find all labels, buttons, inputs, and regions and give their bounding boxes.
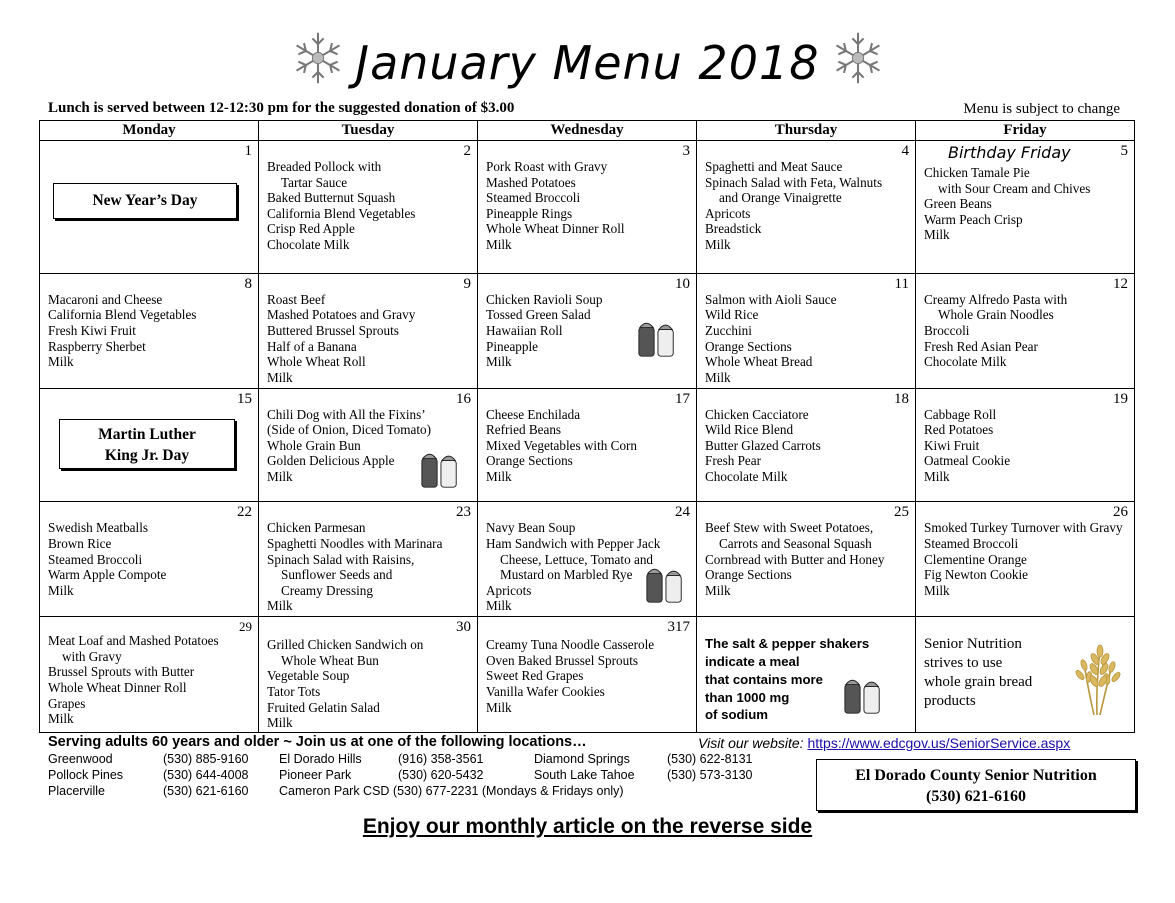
salt-pepper-shaker-icon: [644, 564, 686, 606]
menu-item: Roast Beef: [267, 291, 326, 307]
day-cell: [259, 273, 478, 388]
menu-item: Golden Delicious Apple: [267, 453, 395, 469]
day-number: 1: [244, 143, 252, 159]
day-cell: [697, 273, 916, 388]
week-row: [40, 617, 1135, 733]
weekday-wednesday: Wednesday: [478, 121, 697, 141]
menu-items: [924, 520, 1128, 598]
day-cell: [259, 617, 478, 733]
menu-item: Pineapple: [486, 338, 539, 354]
menu-item: Cheese, Lettuce, Tomato and: [500, 551, 654, 567]
serving-statement: Serving adults 60 years and older ~ Join us at one of the following locations…: [48, 734, 587, 750]
menu-item: Brussel Sprouts with Butter: [48, 664, 195, 680]
menu-item: Buttered Brussel Sprouts: [267, 323, 399, 339]
day-cell: [916, 273, 1135, 388]
county-nutrition-box: [816, 759, 1136, 811]
menu-item: Macaroni and Cheese: [48, 291, 163, 307]
menu-items: [267, 520, 471, 614]
menu-item: Milk: [486, 236, 512, 252]
sodium-note-line: of sodium: [705, 707, 769, 723]
reverse-side-note: [0, 815, 1175, 839]
menu-item: Chicken Cacciatore: [705, 406, 809, 422]
menu-items: [486, 159, 690, 253]
day-number: 12: [1113, 275, 1128, 292]
menu-item: Vegetable Soup: [267, 668, 350, 684]
birthday-friday-label: Birthday Friday: [948, 143, 1071, 162]
menu-item: Creamy Dressing: [281, 582, 373, 598]
menu-item: Steamed Broccoli: [924, 536, 1019, 552]
week-row: [40, 502, 1135, 617]
menu-item: Crisp Red Apple: [267, 221, 355, 237]
menu-item: Orange Sections: [705, 567, 792, 583]
menu-item: Breadstick: [705, 221, 762, 237]
menu-item: Chicken Tamale Pie: [924, 165, 1030, 180]
menu-item: Fruited Gelatin Salad: [267, 699, 380, 715]
menu-item: Brown Rice: [48, 536, 112, 552]
day-number: 30: [456, 619, 471, 636]
location-phone: (530) 620-5432: [398, 768, 484, 782]
menu-item: Cheese Enchilada: [486, 406, 581, 422]
menu-item: Tossed Green Salad: [486, 307, 591, 323]
day-number: 5: [1120, 143, 1128, 159]
location-phone: (916) 358-3561: [398, 752, 484, 766]
menu-item: Cabbage Roll: [924, 406, 997, 422]
location-name: Diamond Springs: [534, 752, 630, 766]
location-phone: (530) 644-4008: [163, 768, 249, 782]
menu-item: Refried Beans: [486, 422, 562, 438]
menu-items: [705, 407, 909, 485]
weekday-header-row: [40, 121, 1135, 141]
menu-item: with Gravy: [62, 648, 122, 664]
day-number: 25: [894, 504, 909, 521]
menu-item: California Blend Vegetables: [267, 205, 416, 221]
subject-to-change-note: Menu is subject to change: [963, 101, 1120, 117]
weekday-thursday: Thursday: [697, 121, 916, 141]
menu-item: Milk: [486, 598, 512, 614]
menu-item: Chocolate Milk: [924, 354, 1007, 370]
menu-item: Apricots: [705, 205, 751, 221]
menu-item: Raspberry Sherbet: [48, 338, 146, 354]
menu-items: [267, 292, 471, 386]
location-name: Placerville: [48, 784, 105, 798]
day-cell: [40, 273, 259, 388]
salt-note-cell: [697, 617, 916, 733]
menu-item: Milk: [705, 582, 731, 598]
menu-item: Whole Wheat Bread: [705, 354, 813, 370]
menu-items: [267, 159, 471, 253]
menu-item: Tator Tots: [267, 683, 321, 699]
weekday-monday: Monday: [40, 121, 259, 141]
menu-item: Fig Newton Cookie: [924, 567, 1029, 583]
location-name: Greenwood: [48, 752, 113, 766]
menu-item: Sunflower Seeds and: [281, 567, 393, 583]
menu-item: Red Potatoes: [924, 422, 994, 438]
menu-item: Kiwi Fruit: [924, 437, 980, 453]
menu-item: with Sour Cream and Chives: [938, 180, 1091, 196]
menu-item: Green Beans: [924, 196, 992, 212]
menu-item: Mashed Potatoes and Gravy: [267, 307, 416, 323]
menu-item: Fresh Pear: [705, 453, 762, 469]
weekday-tuesday: Tuesday: [259, 121, 478, 141]
location-phone: (530) 885-9160: [163, 752, 249, 766]
menu-item: Warm Peach Crisp: [924, 211, 1023, 227]
menu-item: Pineapple Rings: [486, 205, 573, 221]
menu-item: Spinach Salad with Feta, Walnuts: [705, 174, 883, 190]
menu-calendar: [39, 120, 1135, 733]
sodium-note-line: The salt & pepper shakers: [705, 636, 870, 652]
menu-item: Oven Baked Brussel Sprouts: [486, 652, 639, 668]
menu-item: Spaghetti and Meat Sauce: [705, 159, 843, 174]
location-cameron-park: Cameron Park CSD (530) 677-2231 (Mondays & Fridays only): [279, 784, 624, 798]
menu-item: Vanilla Wafer Cookies: [486, 683, 605, 699]
website-note: [698, 735, 1070, 751]
menu-item: Steamed Broccoli: [486, 190, 581, 206]
day-cell: [40, 617, 259, 733]
day-cell: [259, 502, 478, 617]
menu-item: Whole Grain Bun: [267, 437, 361, 453]
sodium-note-line: than 1000 mg: [705, 689, 790, 705]
menu-item: Apricots: [486, 582, 532, 598]
week-row: [40, 141, 1135, 274]
county-name: El Dorado County Senior Nutrition: [855, 767, 1097, 784]
day-cell: [697, 388, 916, 502]
menu-item: Chicken Ravioli Soup: [486, 291, 603, 307]
menu-item: Mixed Vegetables with Corn: [486, 437, 638, 453]
day-cell: [478, 141, 697, 274]
menu-item: Mashed Potatoes: [486, 174, 576, 190]
sodium-note-line: that contains more: [705, 671, 823, 687]
whole-grain-note-line: strives to use: [924, 655, 1003, 672]
menu-item: Chili Dog with All the Fixins’: [267, 406, 426, 422]
menu-item: Breaded Pollock with: [267, 159, 382, 174]
day-cell: [40, 502, 259, 617]
website-label: Visit our website:: [698, 735, 804, 751]
menu-item: Navy Bean Soup: [486, 520, 576, 536]
menu-item: Meat Loaf and Mashed Potatoes: [48, 633, 219, 649]
day-cell: [259, 388, 478, 502]
menu-item: Smoked Turkey Turnover with Gravy: [924, 520, 1123, 536]
menu-items: [48, 520, 252, 598]
whole-grain-note-line: whole grain bread: [924, 674, 1033, 691]
salt-pepper-shaker-icon: [636, 318, 678, 360]
day-cell: [916, 388, 1135, 502]
menu-items: [924, 165, 1128, 243]
day-cell: [697, 141, 916, 274]
county-phone: (530) 621-6160: [926, 788, 1026, 805]
menu-item: Oatmeal Cookie: [924, 453, 1011, 469]
website-link[interactable]: https://www.edcgov.us/SeniorService.aspx: [807, 735, 1071, 751]
day-number: 10: [675, 275, 690, 292]
menu-item: (Side of Onion, Diced Tomato): [267, 422, 432, 438]
day-number: 8: [244, 275, 252, 292]
menu-item: Wild Rice: [705, 307, 759, 323]
menu-items: [705, 520, 909, 598]
menu-item: Cornbread with Butter and Honey: [705, 551, 885, 567]
menu-item: Milk: [705, 236, 731, 252]
day-cell: [259, 141, 478, 274]
header: [0, 30, 1175, 100]
day-number: 29: [239, 619, 252, 635]
menu-item: Chocolate Milk: [705, 469, 788, 485]
weekday-friday: Friday: [916, 121, 1135, 141]
menu-item: Milk: [267, 469, 293, 485]
holiday-label: [59, 419, 235, 469]
day-number: 317: [667, 619, 690, 636]
menu-items: [924, 292, 1128, 370]
menu-item: Hawaiian Roll: [486, 323, 563, 339]
week-row: [40, 388, 1135, 502]
menu-item: Milk: [486, 469, 512, 485]
salt-pepper-shaker-icon: [419, 449, 461, 491]
menu-item: Creamy Alfredo Pasta with: [924, 291, 1068, 307]
reverse-side-text: Enjoy our monthly article on the reverse side: [362, 815, 813, 838]
whole-grain-note: [924, 635, 1032, 711]
day-cell: [697, 502, 916, 617]
menu-item: Whole Wheat Dinner Roll: [48, 679, 187, 695]
wheat-icon: [1072, 637, 1122, 717]
menu-items: [48, 292, 252, 370]
day-number: 22: [237, 504, 252, 521]
menu-item: Milk: [924, 469, 950, 485]
menu-item: Swedish Meatballs: [48, 520, 148, 536]
menu-item: Chicken Parmesan: [267, 520, 366, 536]
menu-item: Whole Wheat Bun: [281, 652, 379, 668]
menu-item: Zucchini: [705, 323, 752, 339]
location-name: Pollock Pines: [48, 768, 124, 782]
menu-item: Milk: [486, 699, 512, 715]
menu-item: Warm Apple Compote: [48, 567, 167, 583]
day-cell: [478, 388, 697, 502]
day-number: 19: [1113, 390, 1128, 407]
menu-item: Tartar Sauce: [281, 174, 348, 190]
menu-item: Fresh Kiwi Fruit: [48, 323, 136, 339]
menu-item: Baked Butternut Squash: [267, 190, 396, 206]
menu-item: Milk: [48, 582, 74, 598]
menu-item: Grapes: [48, 695, 86, 711]
day-cell: [478, 502, 697, 617]
menu-item: Spinach Salad with Raisins,: [267, 551, 415, 567]
day-number: 17: [675, 390, 690, 407]
day-cell: [916, 502, 1135, 617]
sodium-note-line: indicate a meal: [705, 653, 800, 669]
menu-item: Whole Wheat Roll: [267, 354, 366, 370]
week-row: [40, 273, 1135, 388]
location-phone: (530) 622-8131: [667, 752, 753, 766]
day-number: 26: [1113, 504, 1128, 521]
menu-item: Steamed Broccoli: [48, 551, 143, 567]
day-number: 3: [682, 143, 690, 159]
day-number: 2: [463, 143, 471, 159]
holiday-line: King Jr. Day: [104, 446, 190, 464]
menu-item: Carrots and Seasonal Squash: [719, 536, 872, 552]
location-phone: (530) 621-6160: [163, 784, 249, 798]
nutrition-note-cell: [916, 617, 1135, 733]
menu-item: Orange Sections: [705, 338, 792, 354]
menu-item: Milk: [924, 582, 950, 598]
menu-items: [705, 292, 909, 386]
menu-item: Milk: [267, 369, 293, 385]
location-name: El Dorado Hills: [279, 752, 362, 766]
menu-item: Wild Rice Blend: [705, 422, 794, 438]
menu-item: Clementine Orange: [924, 551, 1027, 567]
day-number: 23: [456, 504, 471, 521]
menu-items: [267, 637, 471, 731]
day-number: 18: [894, 390, 909, 407]
day-number: 16: [456, 390, 471, 407]
menu-items: [48, 633, 252, 727]
menu-item: Fresh Red Asian Pear: [924, 338, 1038, 354]
menu-item: Chocolate Milk: [267, 236, 350, 252]
menu-items: [486, 637, 690, 715]
day-cell: [916, 141, 1135, 274]
menu-item: Milk: [924, 227, 950, 243]
menu-item: Orange Sections: [486, 453, 573, 469]
location-phone: (530) 573-3130: [667, 768, 753, 782]
menu-items: [486, 407, 690, 485]
day-number: 9: [463, 275, 471, 292]
day-number: 15: [237, 390, 252, 407]
location-name: South Lake Tahoe: [534, 768, 635, 782]
day-cell: [40, 141, 259, 274]
whole-grain-note-line: products: [924, 693, 976, 710]
menu-item: Milk: [705, 369, 731, 385]
menu-item: and Orange Vinaigrette: [719, 190, 842, 206]
menu-items: [705, 159, 909, 253]
whole-grain-note-line: Senior Nutrition: [924, 636, 1022, 653]
menu-item: Butter Glazed Carrots: [705, 437, 821, 453]
menu-item: Mustard on Marbled Rye: [500, 567, 633, 583]
menu-item: Whole Wheat Dinner Roll: [486, 221, 625, 237]
day-cell: [478, 273, 697, 388]
menu-item: Pork Roast with Gravy: [486, 159, 608, 174]
snowflake-icon: [830, 30, 886, 86]
menu-item: Ham Sandwich with Pepper Jack: [486, 536, 661, 552]
day-number: 4: [901, 143, 909, 159]
holiday-label: New Year’s Day: [53, 183, 237, 219]
menu-item: Salmon with Aioli Sauce: [705, 291, 837, 307]
menu-item: Half of a Banana: [267, 338, 357, 354]
menu-item: Milk: [486, 354, 512, 370]
menu-item: Sweet Red Grapes: [486, 668, 584, 684]
menu-item: Whole Grain Noodles: [938, 307, 1054, 323]
menu-item: Creamy Tuna Noodle Casserole: [486, 637, 655, 653]
serving-time-note: Lunch is served between 12-12:30 pm for the suggested donation of $3.00: [48, 100, 515, 116]
day-cell: [478, 617, 697, 733]
menu-item: Broccoli: [924, 323, 970, 339]
page-title: January Menu 2018: [355, 36, 820, 90]
menu-item: Milk: [48, 711, 74, 727]
menu-item: California Blend Vegetables: [48, 307, 197, 323]
salt-pepper-shaker-icon: [842, 675, 884, 717]
holiday-line: Martin Luther: [98, 425, 196, 443]
menu-items: [924, 407, 1128, 485]
day-number: 11: [894, 275, 909, 292]
menu-item: Spaghetti Noodles with Marinara: [267, 536, 443, 552]
menu-item: Milk: [48, 354, 74, 370]
menu-item: Grilled Chicken Sandwich on: [267, 637, 424, 653]
day-number: 24: [675, 504, 690, 521]
menu-item: Milk: [267, 598, 293, 614]
menu-item: Milk: [267, 715, 293, 731]
day-cell: [40, 388, 259, 502]
menu-item: Beef Stew with Sweet Potatoes,: [705, 520, 874, 536]
location-name: Pioneer Park: [279, 768, 352, 782]
